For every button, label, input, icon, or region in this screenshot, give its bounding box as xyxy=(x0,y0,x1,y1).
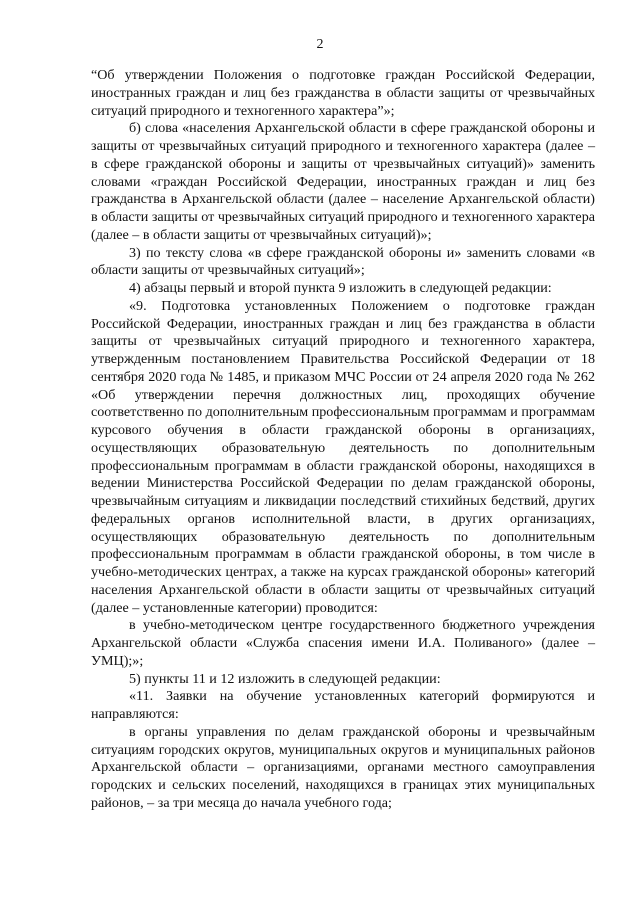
paragraph-6: в учебно-методическом центре государственного бюджетного учреждения Архангельской области «Служба спасения имени И.А. Поливаного» (далее – УМЦ);»; xyxy=(91,617,595,669)
page-number: 2 xyxy=(316,37,324,52)
paragraph-9: в органы управления по делам гражданской обороны и чрезвычайным ситуациям городских округов, муниципальных округов и муниципальных районов Архангельской области – организациями, органами местного самоуправления городских и сельских поселений, находящихся в границах этих муниципальных районов, – за три месяца до начала учебного года; xyxy=(91,723,595,811)
paragraph-1: “Об утверждении Положения о подготовке граждан Российской Федерации, иностранных граждан и лиц без гражданства в области защиты от чрезвычайных ситуаций природного и техногенного характера”»; xyxy=(91,67,595,119)
paragraph-4: 4) абзацы первый и второй пункта 9 изложить в следующей редакции: xyxy=(129,280,552,296)
paragraph-2: б) слова «населения Архангельской области в сфере гражданской обороны и защиты от чрезвычайных ситуаций природного и техногенного характера (далее – в сфере гражданской обороны и защиты от чрезвычайных ситуаций)» заменить словами «граждан Российской Федерации, иностранных граждан и лиц без гражданства в Архангельской области (далее – население Архангельской области) в области защиты от чрезвычайных ситуаций природного и техногенного характера (далее – в области защиты от чрезвычайных ситуаций)»; xyxy=(91,120,595,243)
document-body xyxy=(91,67,595,813)
paragraph-8: «11. Заявки на обучение установленных категорий формируются и направляются: xyxy=(91,688,595,722)
paragraph-3: 3) по тексту слова «в сфере гражданской обороны и» заменить словами «в области защиты от чрезвычайных ситуаций»; xyxy=(91,244,595,279)
paragraph-7: 5) пункты 11 и 12 изложить в следующей редакции: xyxy=(129,670,441,687)
paragraph-5: «9. Подготовка установленных Положением о подготовке граждан Российской Федерации, иностранных граждан и лиц без гражданства в области защиты от чрезвычайных ситуаций природного и техногенного характера, утвержденным постановлением Правительства Российской Федерации от 18 сентября 2020 года № 1485, и приказом МЧС России от 24 апреля 2020 года № 262 «Об утверждении перечня должностных лиц, проходящих обучение соответственно по дополнительным профессиональным программам и программам курсового обучения в области гражданской обороны в организациях, осуществляющих образовательную деятельность по дополнительным профессиональным программам в области гражданской обороны, находящихся в ведении Министерства Российской Федерации по делам гражданской обороны, чрезвычайным ситуациям и ликвидации последствий стихийных бедствий, других федеральных органов исполнительной власти, в других организациях, осуществляющих образовательную деятельность по дополнительным профессиональным программам в области гражданской обороны, в том числе в учебно-методических центрах, а также на курсах гражданской обороны» категорий населения Архангельской области в области защиты от чрезвычайных ситуаций (далее – установленные категории) проводится: xyxy=(91,297,595,616)
